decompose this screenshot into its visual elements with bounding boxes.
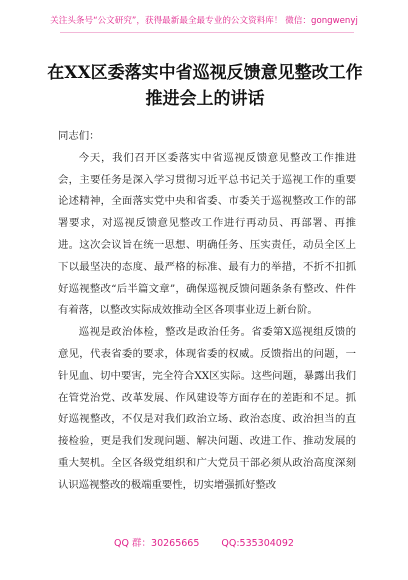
footer-contact (0, 535, 408, 549)
document-title: 在XX区委落实中省巡视反馈意见整改工作推进会上的讲话 (47, 63, 363, 109)
footer-qq-number: QQ:535304092 (221, 538, 294, 549)
document-body (58, 126, 356, 497)
footer-qq-group: QQ 群：30265665 (114, 538, 200, 549)
header-divider (60, 32, 354, 33)
header-banner: 关注头条号“公文研究”，获得最新最全最专业的公文资料库！ 微信：gongwenyj (50, 16, 358, 26)
salutation: 同志们： (58, 130, 100, 142)
paragraph-1: 今天，我们召开区委落实中省巡视反馈意见整改工作推进会，主要任务是深入学习贯彻习近平总书记关于巡视工作的重要论述精神，全面落实党中央和省委、市委关于巡视整改工作的部署要求，对巡视反馈意见整改工作进行再动员、再部署、再推进。这次会议旨在统一思想、明确任务、压实责任，动员全区上下以最坚决的态度、最严格的标准、最有力的举措，不折不扣抓好巡视整改“后半篇文章”，确保巡视反馈问题条条有整改、件件有着落，以整改实际成效推动全区各项事业迈上新台阶。 (58, 151, 356, 317)
paragraph-2: 巡视是政治体检，整改是政治任务。省委第X巡视组反馈的意见，代表省委的要求，体现省委的权威。反馈指出的问题，一针见血、切中要害，完全符合XX区实际。这些问题，暴露出我们在管党治党、改革发展、作风建设等方面存在的差距和不足。抓好巡视整改，不仅是对我们政治立场、政治态度、政治担当的直接检验，更是我们发现问题、解决问题、改进工作、推动发展的重大契机。全区各级党组织和广大党员干部必须从政治高度深刻认识巡视整改的极端重要性，切实增强抓好整改 (58, 326, 356, 491)
